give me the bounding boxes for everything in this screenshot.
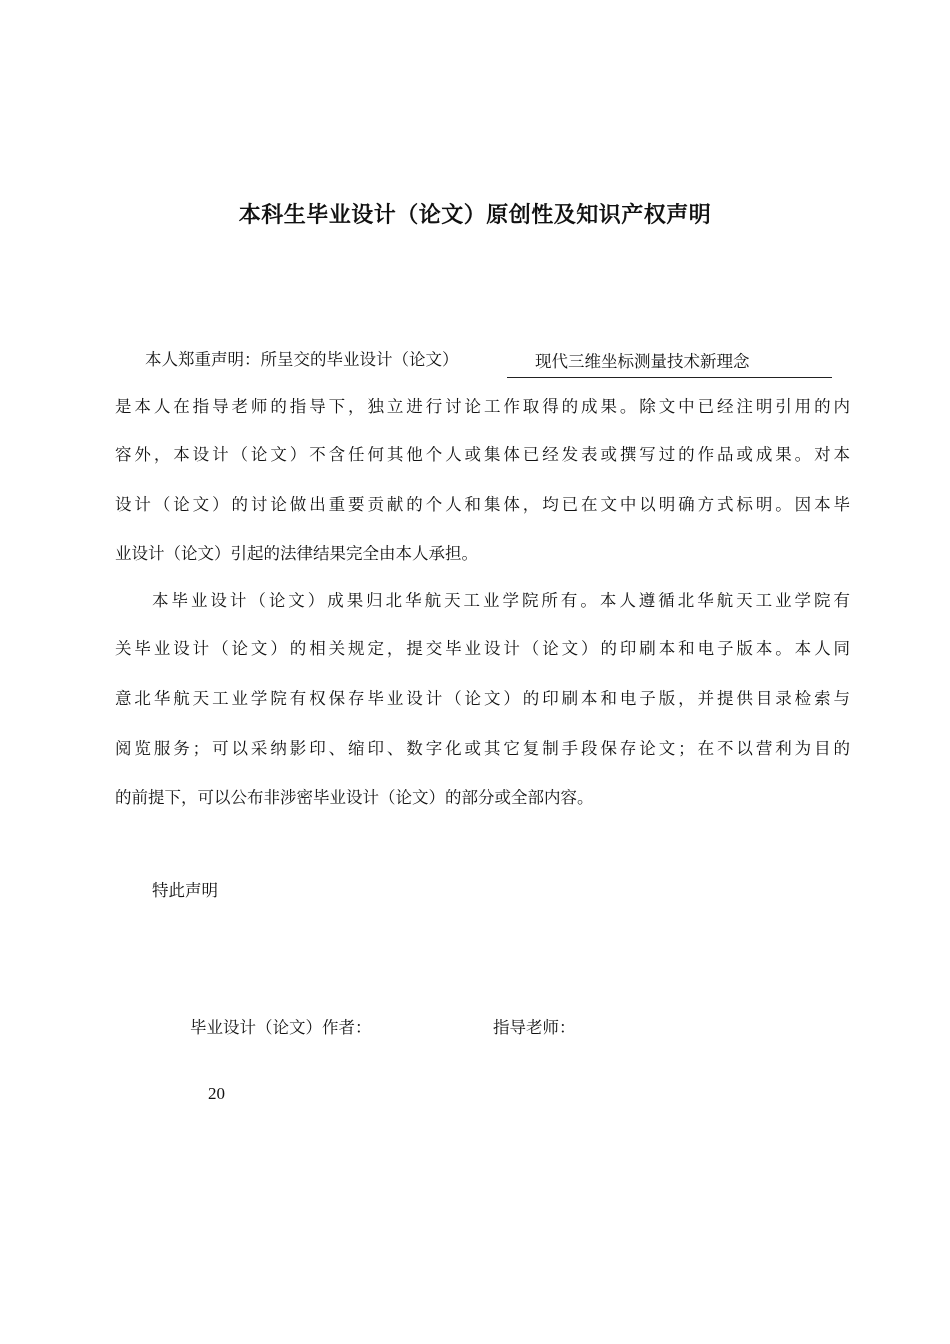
author-signature-label: 毕业设计（论文）作者：	[190, 1018, 372, 1037]
ip-line: 的前提下，可以公布非涉密毕业设计（论文）的部分或全部内容。	[115, 788, 594, 807]
thesis-title: 现代三维坐标测量技术新理念	[535, 352, 750, 371]
declaration-line: 设计（论文）的讨论做出重要贡献的个人和集体，均已在文中以明确方式标明。因本毕	[115, 495, 850, 514]
advisor-signature-label: 指导老师：	[493, 1018, 576, 1037]
ip-line: 阅览服务；可以采纳影印、缩印、数字化或其它复制手段保存论文；在不以营利为目的	[115, 739, 850, 758]
declaration-line: 容外，本设计（论文）不含任何其他个人或集体已经发表或撰写过的作品或成果。对本	[115, 445, 850, 464]
special-statement: 特此声明	[152, 881, 218, 900]
date-year: 20	[208, 1084, 225, 1103]
declaration-line: 是本人在指导老师的指导下，独立进行讨论工作取得的成果。除文中已经注明引用的内	[115, 397, 850, 416]
ip-line: 意北华航天工业学院有权保存毕业设计（论文）的印刷本和电子版，并提供目录检索与	[115, 689, 850, 708]
ip-line: 关毕业设计（论文）的相关规定，提交毕业设计（论文）的印刷本和电子版本。本人同	[115, 639, 850, 658]
declaration-line: 业设计（论文）引起的法律结果完全由本人承担。	[115, 544, 478, 563]
thesis-title-underline	[507, 377, 832, 378]
page-title: 本科生毕业设计（论文）原创性及知识产权声明	[238, 203, 712, 228]
ip-line: 本毕业设计（论文）成果归北华航天工业学院所有。本人遵循北华航天工业学院有	[152, 591, 850, 610]
declaration-intro: 本人郑重声明：所呈交的毕业设计（论文）	[145, 350, 459, 369]
